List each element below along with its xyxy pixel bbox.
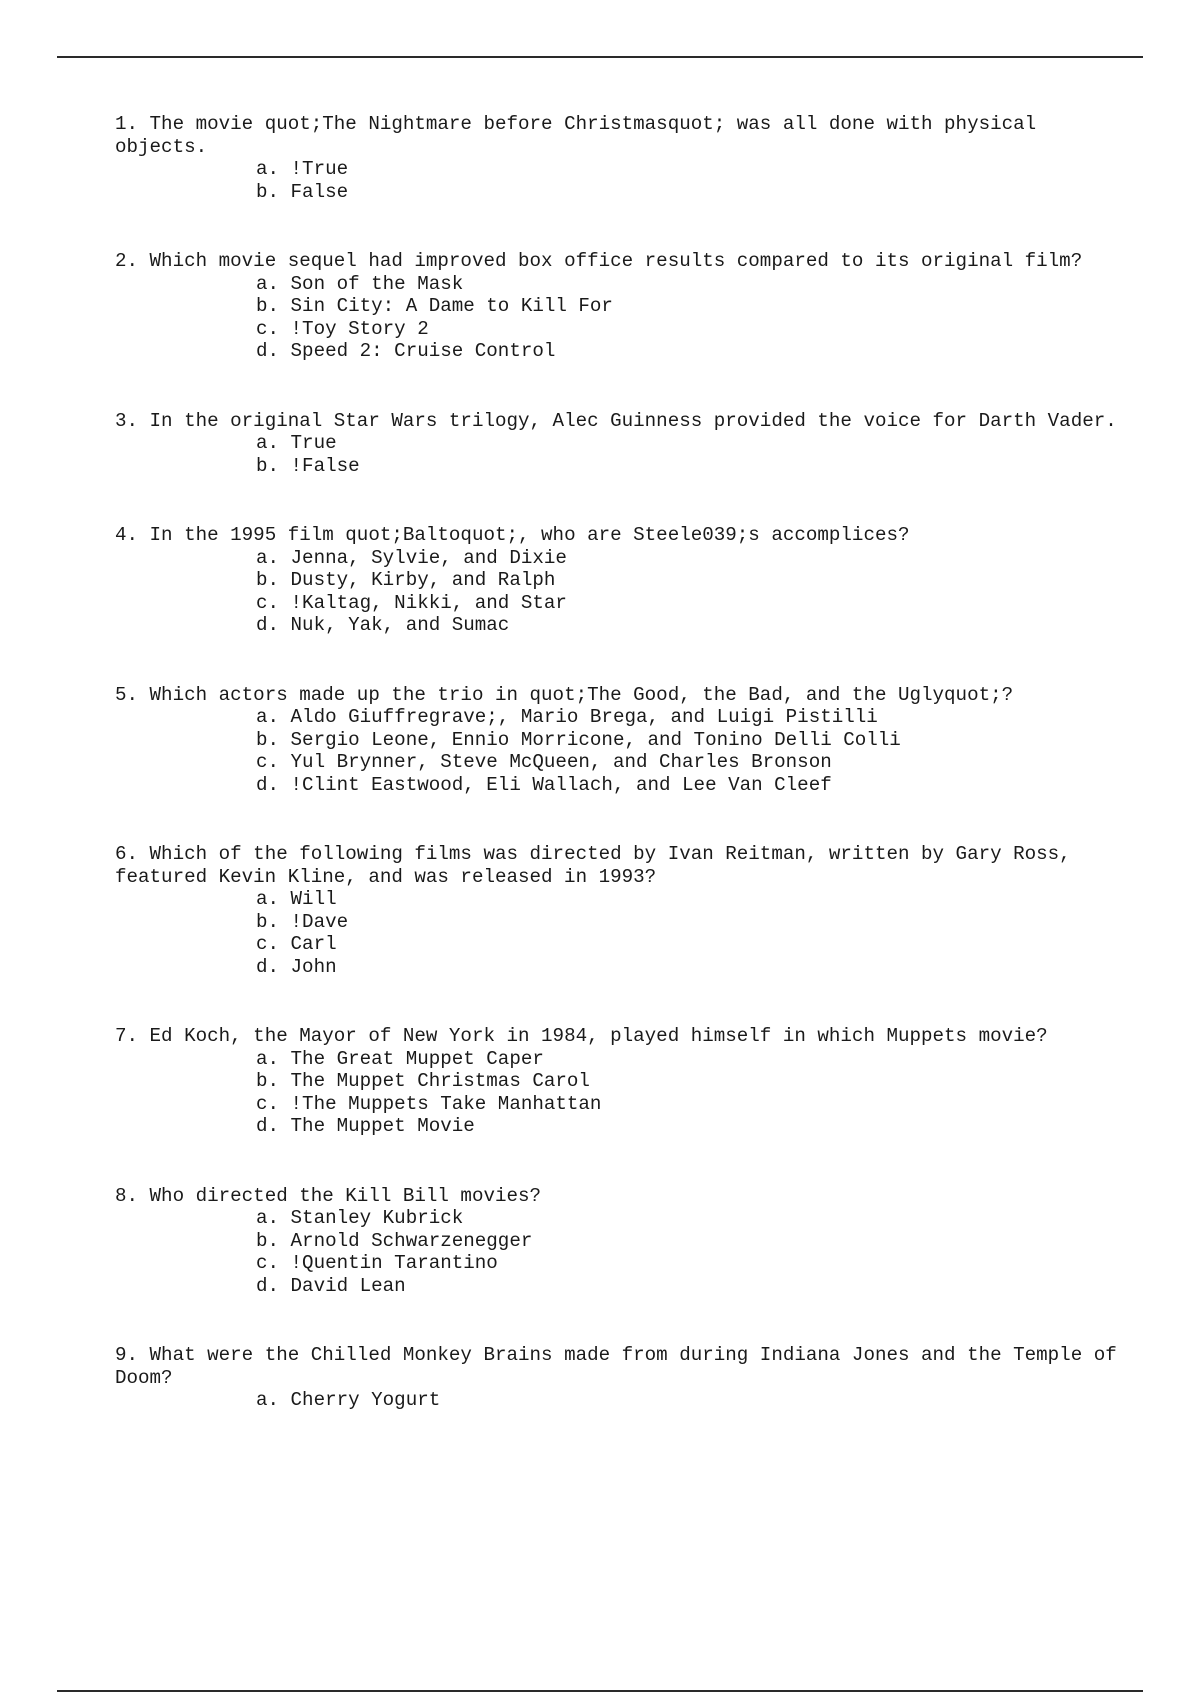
spacer xyxy=(115,477,1125,524)
answer-options xyxy=(115,1389,1125,1412)
answer-option xyxy=(256,1389,1125,1412)
answer-option xyxy=(256,569,1125,592)
option-text: The Great Muppet Caper xyxy=(290,1047,544,1070)
question-prompt: Ed Koch, the Mayor of New York in 1984, played himself in which Muppets movie? xyxy=(149,1025,1048,1047)
question-4 xyxy=(115,524,1125,637)
option-letter: d. xyxy=(256,1115,280,1137)
question-text xyxy=(115,843,1125,888)
question-1 xyxy=(115,113,1125,203)
question-9 xyxy=(115,1344,1129,1412)
question-text xyxy=(115,410,1125,433)
answer-option xyxy=(256,1070,1125,1093)
question-5 xyxy=(115,684,1125,797)
option-letter: d. xyxy=(256,340,280,362)
option-letter: b. xyxy=(256,728,280,751)
answer-option xyxy=(256,888,1125,911)
answer-options xyxy=(115,432,1125,477)
answer-option xyxy=(256,432,1125,455)
option-letter: d. xyxy=(256,1274,280,1297)
question-2 xyxy=(115,250,1125,363)
answer-option xyxy=(256,547,1125,570)
answer-options xyxy=(115,888,1125,978)
question-text xyxy=(115,250,1125,273)
answer-option xyxy=(256,706,1125,729)
spacer xyxy=(115,203,1125,250)
answer-options xyxy=(115,1207,1125,1297)
question-text xyxy=(115,524,1125,547)
option-text: Son of the Mask xyxy=(290,272,464,295)
answer-option xyxy=(256,295,1125,318)
answer-options xyxy=(115,158,1125,203)
question-number: 4. xyxy=(115,524,139,546)
question-prompt: In the original Star Wars trilogy, Alec Guinness provided the voice for Darth Vader. xyxy=(149,409,1117,432)
answer-option xyxy=(256,729,1125,752)
answer-options xyxy=(115,273,1125,363)
answer-option xyxy=(256,592,1125,615)
option-letter: c. xyxy=(256,933,280,955)
option-letter: a. xyxy=(256,1389,280,1411)
answer-options xyxy=(115,1048,1125,1138)
option-letter: b. xyxy=(256,1070,280,1092)
question-8 xyxy=(115,1185,1125,1298)
option-text: David Lean xyxy=(290,1274,406,1297)
option-letter: b. xyxy=(256,180,280,203)
spacer xyxy=(115,637,1125,684)
answer-option xyxy=(256,1093,1125,1116)
answer-option xyxy=(256,1207,1125,1230)
question-prompt: Which of the following films was directed by Ivan Reitman, written by Gary Ross, featured Kevin Kline, and was released in 1993? xyxy=(115,843,1083,888)
question-text xyxy=(115,113,1125,158)
option-letter: a. xyxy=(256,158,280,180)
option-letter: c. xyxy=(256,591,280,614)
answer-option xyxy=(256,1048,1125,1071)
question-prompt: What were the Chilled Monkey Brains made from during Indiana Jones and the Temple of Doom? xyxy=(115,1344,1129,1389)
option-letter: b. xyxy=(256,295,280,317)
option-text: The Muppet Movie xyxy=(290,1115,475,1137)
question-prompt: The movie quot;The Nightmare before Christmasquot; was all done with physical objects. xyxy=(115,113,1048,158)
option-text: Speed 2: Cruise Control xyxy=(290,340,556,362)
option-letter: d. xyxy=(256,614,280,636)
option-letter: c. xyxy=(256,1252,280,1274)
answer-options xyxy=(115,547,1125,637)
option-text: Stanley Kubrick xyxy=(290,1207,464,1229)
option-letter: a. xyxy=(256,706,280,728)
answer-option xyxy=(256,158,1125,181)
spacer xyxy=(115,978,1125,1025)
option-letter: b. xyxy=(256,910,280,933)
option-text: Dusty, Kirby, and Ralph xyxy=(290,569,556,591)
answer-option xyxy=(256,318,1125,341)
option-letter: c. xyxy=(256,751,280,773)
option-letter: a. xyxy=(256,432,280,454)
question-number: 7. xyxy=(115,1025,139,1047)
question-prompt: In the 1995 film quot;Baltoquot;, who are Steele039;s accomplices? xyxy=(149,524,910,546)
answer-option xyxy=(256,1275,1125,1298)
answer-option xyxy=(256,933,1125,956)
answer-option xyxy=(256,1252,1125,1275)
question-number: 6. xyxy=(115,843,139,865)
option-text: Sergio Leone, Ennio Morricone, and Tonino Delli Colli xyxy=(290,728,901,751)
option-text: Jenna, Sylvie, and Dixie xyxy=(290,546,567,569)
spacer xyxy=(115,1297,1125,1344)
spacer xyxy=(115,363,1125,410)
spacer xyxy=(115,1138,1125,1185)
answer-option xyxy=(256,1115,1125,1138)
option-letter: a. xyxy=(256,546,280,569)
question-text xyxy=(115,1344,1129,1389)
option-text: John xyxy=(290,955,337,978)
option-text: !Toy Story 2 xyxy=(290,317,429,340)
option-text: Will xyxy=(290,888,337,910)
option-letter: a. xyxy=(256,1047,280,1070)
option-letter: d. xyxy=(256,773,280,796)
option-text: !The Muppets Take Manhattan xyxy=(290,1092,602,1115)
answer-option xyxy=(256,181,1125,204)
quiz-body xyxy=(115,113,1129,1412)
question-number: 8. xyxy=(115,1184,139,1207)
question-number: 5. xyxy=(115,683,139,706)
option-text: Aldo Giuffregrave;, Mario Brega, and Luigi Pistilli xyxy=(290,706,878,728)
question-text xyxy=(115,684,1125,707)
question-number: 1. xyxy=(115,113,139,135)
option-text: Cherry Yogurt xyxy=(290,1389,441,1411)
option-text: True xyxy=(290,432,337,454)
answer-option xyxy=(256,956,1125,979)
question-prompt: Which movie sequel had improved box office results compared to its original film? xyxy=(149,250,1083,272)
option-text: !Dave xyxy=(290,910,349,933)
answer-option xyxy=(256,911,1125,934)
option-text: Carl xyxy=(290,933,337,955)
option-text: !Clint Eastwood, Eli Wallach, and Lee Van Cleef xyxy=(290,773,832,796)
option-text: !Kaltag, Nikki, and Star xyxy=(290,591,567,614)
answer-options xyxy=(115,706,1125,796)
question-3 xyxy=(115,410,1125,478)
option-text: False xyxy=(290,180,349,203)
option-letter: b. xyxy=(256,569,280,591)
option-text: !Quentin Tarantino xyxy=(290,1252,498,1274)
question-prompt: Who directed the Kill Bill movies? xyxy=(149,1184,542,1207)
answer-option xyxy=(256,614,1125,637)
answer-option xyxy=(256,340,1125,363)
option-letter: c. xyxy=(256,1092,280,1115)
option-letter: d. xyxy=(256,955,280,978)
option-text: Nuk, Yak, and Sumac xyxy=(290,614,510,636)
question-6 xyxy=(115,843,1125,978)
option-letter: a. xyxy=(256,888,280,910)
option-letter: a. xyxy=(256,1207,280,1229)
answer-option xyxy=(256,774,1125,797)
option-text: !False xyxy=(290,454,360,477)
option-text: Arnold Schwarzenegger xyxy=(290,1229,533,1252)
answer-option xyxy=(256,1230,1125,1253)
question-number: 9. xyxy=(115,1344,139,1366)
option-letter: b. xyxy=(256,1229,280,1252)
question-number: 2. xyxy=(115,250,139,272)
top-rule xyxy=(57,56,1143,58)
answer-option xyxy=(256,455,1125,478)
option-text: Yul Brynner, Steve McQueen, and Charles Bronson xyxy=(290,751,832,773)
answer-option xyxy=(256,273,1125,296)
option-text: Sin City: A Dame to Kill For xyxy=(290,295,613,317)
question-text xyxy=(115,1185,1125,1208)
option-text: The Muppet Christmas Carol xyxy=(290,1070,590,1092)
bottom-rule xyxy=(57,1690,1143,1692)
question-text xyxy=(115,1025,1125,1048)
option-letter: c. xyxy=(256,317,280,340)
option-text: !True xyxy=(290,158,349,180)
answer-option xyxy=(256,751,1125,774)
spacer xyxy=(115,796,1125,843)
option-letter: b. xyxy=(256,454,280,477)
question-prompt: Which actors made up the trio in quot;The Good, the Bad, and the Uglyquot;? xyxy=(149,683,1014,706)
question-number: 3. xyxy=(115,409,139,432)
question-7 xyxy=(115,1025,1125,1138)
option-letter: a. xyxy=(256,272,280,295)
